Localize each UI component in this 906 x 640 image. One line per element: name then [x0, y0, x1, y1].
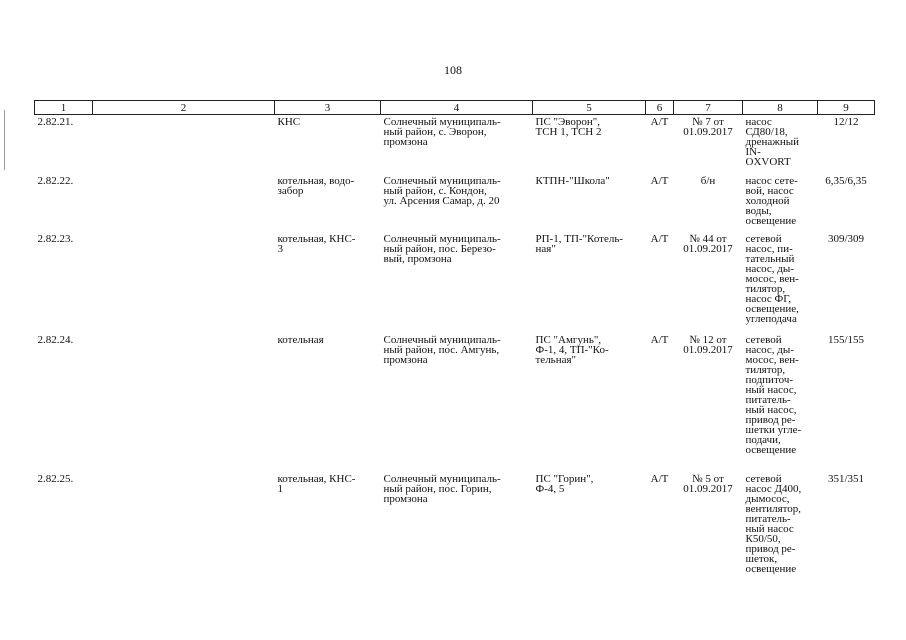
column-header-9: 9 [818, 101, 875, 115]
object-type-cell: котельная, водо- забор [277, 174, 355, 197]
location-cell: Солнечный муниципаль- ный район, пос. Горин, промзона [383, 472, 501, 505]
power-cell: 155/155 [827, 333, 865, 346]
substation-cell: ПС "Амгунь", Ф-1, 4, ТП-"Ко- тельная" [535, 333, 609, 366]
power-cell: 351/351 [827, 472, 865, 485]
substation-cell: ПС "Эворон", ТСН 1, ТСН 2 [535, 116, 602, 138]
column-header-2: 2 [93, 101, 275, 115]
empty-cell [93, 472, 275, 590]
substation-cell: ПС "Горин", Ф-4, 5 [535, 472, 594, 495]
empty-cell [93, 115, 275, 174]
equipment-cell: насос СД80/18, дренажный IN- OXVORT [745, 116, 800, 168]
row-number-cell: 2.82.23. [37, 232, 74, 245]
column-header-5: 5 [533, 101, 646, 115]
column-header-6: 6 [646, 101, 674, 115]
location-cell: Солнечный муниципаль- ный район, пос. Амгунь, промзона [383, 333, 501, 366]
column-header-8: 8 [743, 101, 818, 115]
table-row [35, 472, 875, 590]
row-number-cell: 2.82.25. [37, 472, 74, 485]
document-cell: № 12 от 01.09.2017 [683, 333, 733, 356]
location-cell: Солнечный муниципаль- ный район, с. Эворон, промзона [383, 116, 501, 148]
category-cell: А/Т [650, 174, 669, 187]
row-number-cell: 2.82.21. [37, 116, 74, 128]
power-cell: 6,35/6,35 [825, 174, 867, 187]
table-row [35, 232, 875, 333]
header-row [35, 101, 875, 115]
document-cell: б/н [700, 174, 716, 187]
document-cell: № 5 от 01.09.2017 [683, 472, 733, 495]
power-cell: 12/12 [833, 116, 859, 128]
substation-cell: РП-1, ТП-"Котель- ная" [535, 232, 624, 255]
row-number-cell: 2.82.24. [37, 333, 74, 346]
data-table [34, 100, 875, 590]
object-type-cell: котельная [277, 333, 324, 346]
substation-cell: КТПН-"Школа" [535, 174, 610, 187]
location-cell: Солнечный муниципаль- ный район, с. Кондон, ул. Арсения Самар, д. 20 [383, 174, 501, 207]
location-cell: Солнечный муниципаль- ный район, пос. Березо- вый, промзона [383, 232, 501, 265]
column-header-7: 7 [674, 101, 743, 115]
object-type-cell: котельная, КНС- 1 [277, 472, 356, 495]
empty-cell [93, 174, 275, 232]
category-cell: А/Т [650, 472, 669, 485]
power-cell: 309/309 [827, 232, 865, 245]
row-number-cell: 2.82.22. [37, 174, 74, 187]
category-cell: А/Т [650, 333, 669, 346]
scan-edge-mark [4, 110, 5, 170]
category-cell: А/Т [650, 232, 669, 245]
empty-cell [93, 232, 275, 333]
equipment-cell: сетевой насос Д400, дымосос, вентилятор, питатель- ный насос К50/50, привод ре- шеток, освещение [745, 472, 802, 575]
equipment-cell: сетевой насос, пи- тательный насос, ды- мосос, вен- тилятор, насос ФГ, освещение, углеподача [745, 232, 799, 325]
document-cell: № 7 от 01.09.2017 [683, 116, 733, 138]
category-cell: А/Т [650, 116, 669, 128]
equipment-cell: сетевой насос, ды- мосос, вен- тилятор, подпиточ- ный насос, питатель- ный насос, привод ре- шетки угле- подачи, освещение [745, 333, 802, 456]
column-header-1: 1 [35, 101, 93, 115]
document-cell: № 44 от 01.09.2017 [683, 232, 733, 255]
equipment-cell: насос сете- вой, насос холодной воды, освещение [745, 174, 798, 227]
empty-cell [93, 333, 275, 472]
object-type-cell: КНС [277, 116, 301, 128]
table-row [35, 333, 875, 472]
table-row [35, 174, 875, 232]
column-header-3: 3 [275, 101, 381, 115]
object-type-cell: котельная, КНС- 3 [277, 232, 356, 255]
table-row [35, 115, 875, 174]
page-number: 108 [444, 63, 462, 77]
column-header-4: 4 [381, 101, 533, 115]
